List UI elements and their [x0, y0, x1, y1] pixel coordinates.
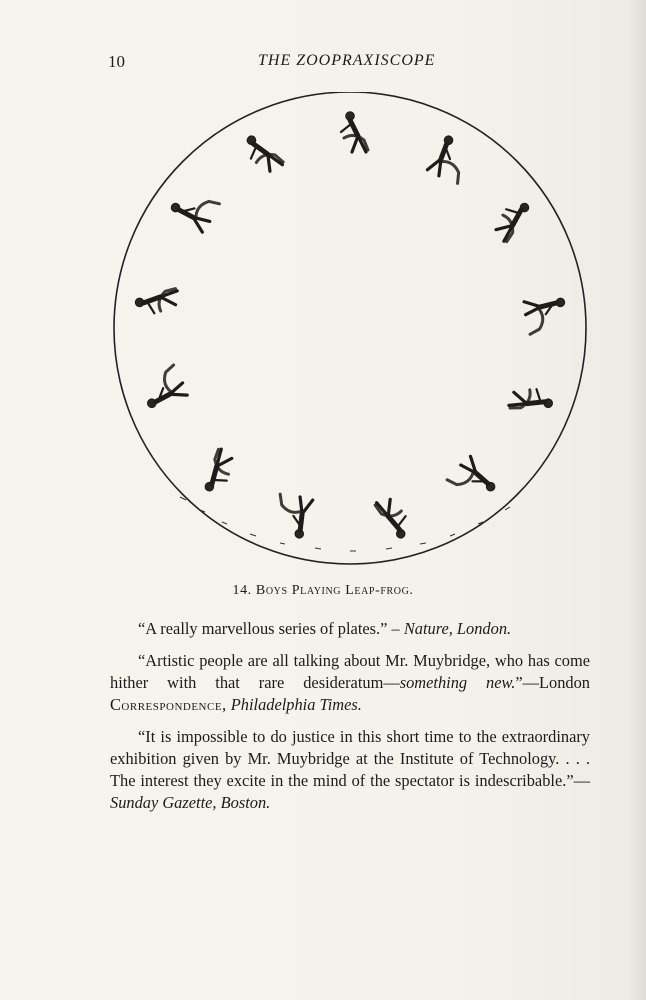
- zoopraxiscope-disc-plate: [110, 92, 594, 570]
- leapfrog-figure: [271, 492, 313, 539]
- figure-caption: 14. Boys Playing Leap-frog.: [232, 583, 414, 598]
- leapfrog-figure: [524, 297, 568, 335]
- leapfrog-figure: [242, 128, 285, 176]
- rim-marks: [180, 497, 510, 551]
- leapfrog-figure: [375, 497, 411, 542]
- quote-3: [110, 726, 590, 814]
- disc-outline: [114, 92, 586, 564]
- leapfrog-figure: [490, 198, 538, 243]
- quote-2-text: “Artistic people are all talking about Mr. Muybridge, who has come hither with that rare desideratum—: [110, 651, 590, 692]
- leapfrog-figure: [193, 448, 240, 496]
- leapfrog-figure: [138, 364, 187, 409]
- leapfrog-figure: [341, 112, 368, 152]
- leapfrog-figure: [134, 284, 177, 316]
- quote-2-middle: ”—London: [515, 673, 590, 692]
- running-title: THE ZOOPRAXISCOPE: [258, 52, 436, 69]
- disc-illustration: [110, 92, 594, 570]
- quotes-section: [110, 618, 590, 824]
- quote-3-text: “It is impossible to do justice in this short time to the extraordinary exhibition given by Mr. Muybridge at the Institute of Technology. . . . The interest they excite in the mind of the spectator is indescribable.”—: [110, 727, 590, 790]
- quote-3-source: Sunday Gazette, Boston.: [110, 793, 271, 812]
- quote-1: [110, 618, 590, 640]
- quote-2-emphasis: something new.: [399, 673, 516, 692]
- quote-2-source: Philadelphia Times.: [226, 695, 362, 714]
- page-number: 10: [108, 52, 125, 71]
- leapfrog-figure: [446, 456, 497, 508]
- quote-1-text: “A really marvellous series of plates.” –: [138, 619, 404, 638]
- leapfrog-figure: [427, 134, 475, 185]
- quote-2-smallcaps: Correspondence,: [110, 695, 227, 714]
- running-head: [108, 52, 558, 76]
- leapfrog-figures: [134, 112, 568, 542]
- leapfrog-figure: [508, 382, 555, 422]
- leapfrog-figure: [169, 182, 221, 232]
- quote-1-source: Nature, London.: [403, 619, 512, 638]
- quote-2: [110, 650, 590, 716]
- page-edge-shadow: [628, 0, 646, 1000]
